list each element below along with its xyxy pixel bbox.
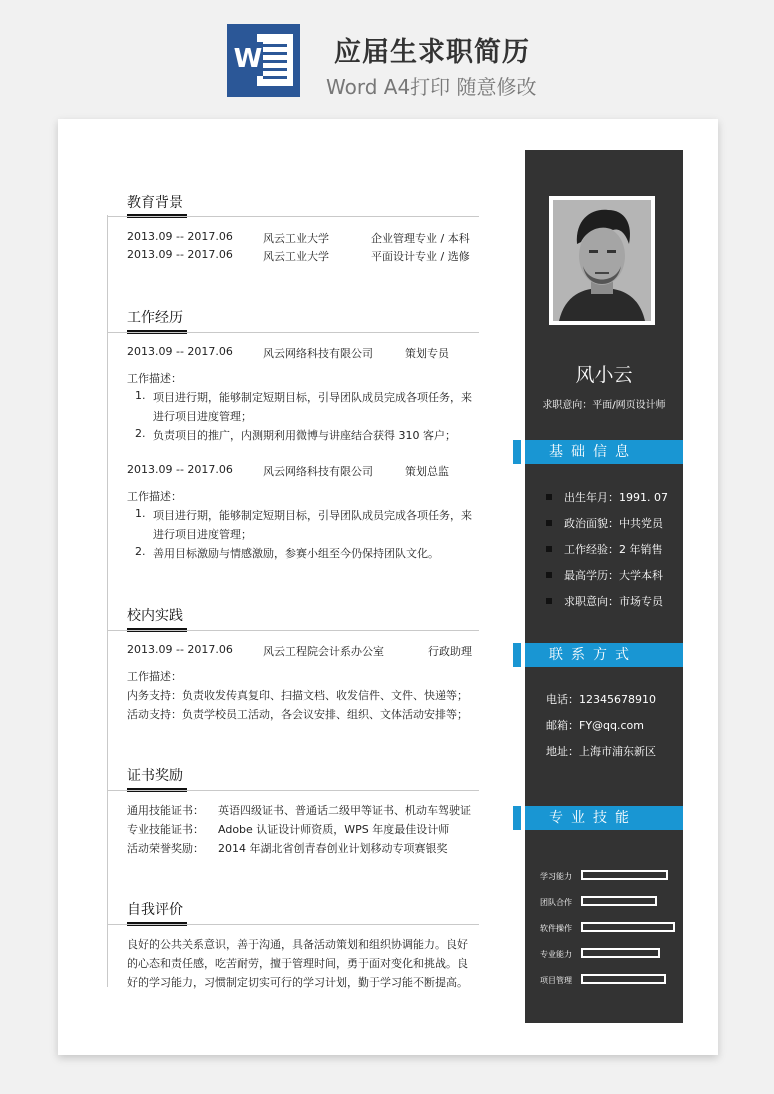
- campus-period: 2013.09 -- 2017.06: [127, 643, 233, 656]
- campus-line: 活动支持：负责学校员工活动，各会议安排、组织、文体活动安排等；: [127, 708, 468, 721]
- certs-title: 证书奖励: [127, 768, 183, 784]
- list-number: 2.: [135, 545, 146, 558]
- job-desc-label: 工作描述：: [127, 372, 182, 385]
- job-position: 策划专员: [405, 347, 449, 360]
- page-subtitle: Word A4打印 随意修改: [326, 75, 537, 99]
- skill-label: 项目管理: [540, 976, 572, 985]
- band-tab: [513, 440, 521, 464]
- edu-period: 2013.09 -- 2017.06: [127, 248, 233, 261]
- job-period: 2013.09 -- 2017.06: [127, 463, 233, 476]
- section-rule: [107, 924, 479, 925]
- list-item: 项目进行期，能够制定短期目标，引导团队成员完成各项任务，来: [153, 509, 472, 522]
- job-desc-label: 工作描述：: [127, 490, 182, 503]
- basic-info-header: 基础信息: [525, 440, 683, 464]
- contact-email: 邮箱：FY@qq.com: [546, 719, 645, 732]
- job-position: 策划总监: [405, 465, 449, 478]
- campus-line: 内务支持：负责收发传真复印、扫描文档、收发信件、文件、快递等；: [127, 689, 468, 702]
- skill-bar: [581, 870, 668, 880]
- cert-label: 通用技能证书：: [127, 804, 204, 817]
- basic-info-item: 政治面貌：中共党员: [564, 517, 663, 530]
- basic-info-item: 求职意向：市场专员: [564, 595, 663, 608]
- cert-value: 英语四级证书、普通话二级甲等证书、机动车驾驶证: [218, 804, 471, 817]
- skill-bar: [581, 922, 675, 932]
- section-rule: [107, 332, 479, 333]
- list-number: 1.: [135, 507, 146, 520]
- skill-label: 学习能力: [540, 872, 572, 881]
- self-title: 自我评价: [127, 902, 183, 918]
- edu-major: 企业管理专业 / 本科: [371, 232, 470, 245]
- self-line: 好的学习能力，习惯制定切实可行的学习计划，勤于学习能不断提高。: [127, 976, 468, 989]
- skill-label: 软件操作: [540, 924, 572, 933]
- band-tab: [513, 643, 521, 667]
- bullet: [546, 546, 552, 552]
- section-rule: [107, 790, 479, 791]
- word-letter: W: [233, 44, 263, 74]
- timeline-divider: [107, 215, 108, 987]
- job-period: 2013.09 -- 2017.06: [127, 345, 233, 358]
- list-item: 进行项目进度管理；: [153, 528, 252, 541]
- band-tab: [513, 806, 521, 830]
- avatar: [553, 200, 651, 321]
- skill-bar: [581, 948, 660, 958]
- edu-major: 平面设计专业 / 选修: [371, 250, 470, 263]
- bullet: [546, 520, 552, 526]
- skills-header: 专业技能: [525, 806, 683, 830]
- campus-position: 行政助理: [428, 645, 472, 658]
- job-intent: 求职意向：平面/网页设计师: [542, 400, 666, 411]
- contact-phone: 电话：12345678910: [546, 693, 656, 706]
- cert-value: 2014 年湖北省创青春创业计划移动专项赛银奖: [218, 842, 448, 855]
- contact-address: 地址：上海市浦东新区: [546, 745, 656, 758]
- edu-school: 风云工业大学: [263, 232, 329, 245]
- bullet: [546, 598, 552, 604]
- skill-label: 专业能力: [540, 950, 572, 959]
- list-number: 1.: [135, 389, 146, 402]
- list-item: 进行项目进度管理；: [153, 410, 252, 423]
- word-logo-icon: [227, 24, 300, 97]
- candidate-name: 风小云: [575, 364, 633, 386]
- skill-bar: [581, 974, 666, 984]
- contact-header: 联系方式: [525, 643, 683, 667]
- basic-info-item: 出生年月：1991. 07: [564, 491, 668, 504]
- campus-org: 风云工程院会计系办公室: [263, 645, 384, 658]
- basic-info-item: 最高学历：大学本科: [564, 569, 663, 582]
- self-line: 的心态和责任感，吃苦耐劳，擅于管理时间，勇于面对变化和挑战。良: [127, 957, 468, 970]
- list-item: 负责项目的推广，内测期利用微博与讲座结合获得 310 客户；: [153, 429, 456, 442]
- list-item: 善用目标激励与情感激励，参赛小组至今仍保持团队文化。: [153, 547, 439, 560]
- edu-period: 2013.09 -- 2017.06: [127, 230, 233, 243]
- page-title: 应届生求职简历: [334, 37, 530, 68]
- cert-value: Adobe 认证设计师资质，WPS 年度最佳设计师: [218, 823, 450, 836]
- job-company: 风云网络科技有限公司: [263, 465, 373, 478]
- job-company: 风云网络科技有限公司: [263, 347, 373, 360]
- list-item: 项目进行期，能够制定短期目标，引导团队成员完成各项任务，来: [153, 391, 472, 404]
- skill-label: 团队合作: [540, 898, 572, 907]
- work-title: 工作经历: [127, 310, 183, 326]
- section-rule: [107, 630, 479, 631]
- campus-desc-label: 工作描述：: [127, 670, 182, 683]
- education-title: 教育背景: [127, 195, 183, 211]
- self-line: 良好的公共关系意识，善于沟通，具备活动策划和组织协调能力。良好: [127, 938, 468, 951]
- bullet: [546, 494, 552, 500]
- skill-bar: [581, 896, 657, 906]
- cert-label: 专业技能证书：: [127, 823, 204, 836]
- edu-school: 风云工业大学: [263, 250, 329, 263]
- section-rule: [107, 216, 479, 217]
- campus-title: 校内实践: [127, 608, 183, 624]
- list-number: 2.: [135, 427, 146, 440]
- basic-info-item: 工作经验：2 年销售: [564, 543, 663, 556]
- cert-label: 活动荣誉奖励：: [127, 842, 204, 855]
- bullet: [546, 572, 552, 578]
